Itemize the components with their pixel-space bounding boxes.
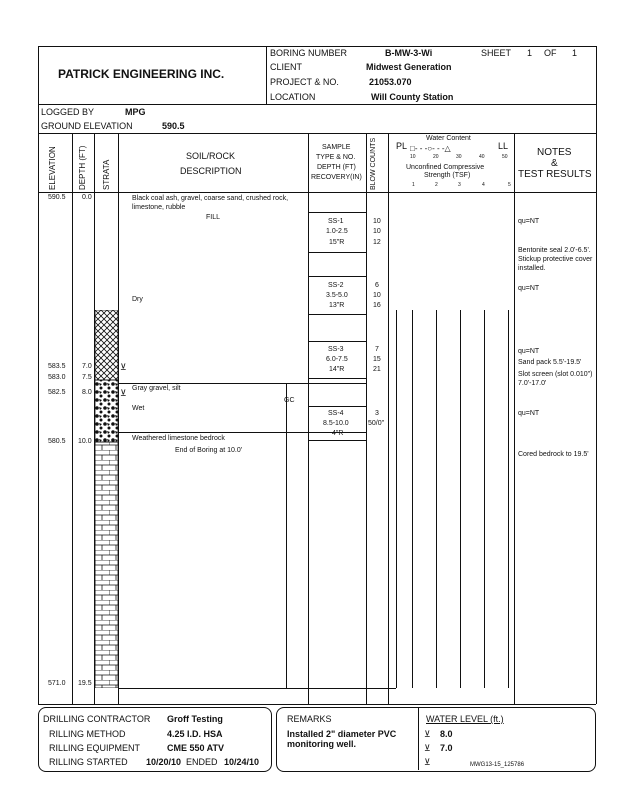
note: qu=NT bbox=[518, 285, 540, 292]
blow-count: 3 bbox=[375, 410, 379, 417]
ground-elevation-value: 590.5 bbox=[162, 121, 185, 131]
water-level-icon: ⊻ bbox=[424, 729, 431, 739]
client-value: Midwest Generation bbox=[366, 62, 452, 72]
frame-bottom bbox=[38, 704, 596, 705]
blow-count: 10 bbox=[373, 292, 381, 299]
ucs-tick: 3 bbox=[458, 182, 461, 188]
pl-symbol: □- - -○- - -△ bbox=[410, 144, 451, 153]
project-value: 21053.070 bbox=[369, 77, 412, 87]
column-header-bottom bbox=[38, 192, 596, 193]
chart-grid-line bbox=[460, 310, 461, 688]
sheet-total: 1 bbox=[572, 48, 578, 58]
remarks-divider bbox=[418, 708, 419, 770]
col-line-blow bbox=[388, 133, 389, 704]
sample-header-2: TYPE & NO. bbox=[316, 154, 356, 161]
equipment-value: CME 550 ATV bbox=[167, 743, 225, 753]
strata-boundary bbox=[118, 383, 366, 384]
elev-value: 583.0 bbox=[48, 374, 66, 381]
elev-value: 583.5 bbox=[48, 363, 66, 370]
water-level-icon: ⊻ bbox=[424, 757, 431, 767]
water-level-icon: ⊻ bbox=[424, 743, 431, 753]
strata-log bbox=[95, 310, 118, 688]
logged-bottom-line bbox=[38, 133, 596, 134]
fill-label: FILL bbox=[206, 214, 221, 221]
notes-header-3: TEST RESULTS bbox=[518, 169, 592, 180]
company-name: PATRICK ENGINEERING INC. bbox=[58, 67, 225, 81]
ended-label: ENDED bbox=[186, 757, 218, 767]
client-label: CLIENT bbox=[270, 62, 303, 72]
sample-box-line bbox=[308, 276, 366, 277]
ucs-label-1: Unconfined Compressive bbox=[406, 164, 485, 171]
ll-label: LL bbox=[498, 141, 509, 151]
project-label: PROJECT & NO. bbox=[270, 77, 339, 87]
document-id: MWG13-15_125786 bbox=[470, 762, 525, 768]
sample-depth: 6.0-7.5 bbox=[326, 356, 348, 363]
sample-depth: 1.0-2.5 bbox=[326, 228, 348, 235]
col-line-sample bbox=[366, 133, 367, 704]
notes-header-1: NOTES bbox=[537, 147, 572, 158]
boring-number-label: BORING NUMBER bbox=[270, 48, 348, 58]
log-bottom-line bbox=[118, 688, 396, 689]
depth-value: 8.0 bbox=[82, 389, 92, 396]
boring-number: B-MW-3-Wi bbox=[385, 48, 433, 58]
col-line-chart bbox=[514, 133, 515, 704]
blow-count: 15 bbox=[373, 356, 381, 363]
blow-counts-header: BLOW COUNTS bbox=[370, 137, 377, 190]
depth-value: 0.0 bbox=[82, 194, 92, 201]
blow-count: 12 bbox=[373, 239, 381, 246]
blow-count: 7 bbox=[375, 346, 379, 353]
frame-top bbox=[38, 46, 596, 47]
strata-gravel bbox=[95, 380, 118, 442]
sample-box-line bbox=[308, 212, 366, 213]
sample-recovery: 15"R bbox=[329, 239, 345, 246]
elevation-header: ELEVATION bbox=[48, 146, 57, 190]
depth-value: 7.0 bbox=[82, 363, 92, 370]
col-line-desc bbox=[308, 133, 309, 704]
sample-recovery: 13"R bbox=[329, 302, 345, 309]
depth-value: 7.5 bbox=[82, 374, 92, 381]
ucs-tick: 1 bbox=[412, 182, 415, 188]
sample-box-line bbox=[308, 314, 366, 315]
depth-header: DEPTH (FT) bbox=[78, 145, 87, 190]
sample-id: SS-4 bbox=[328, 410, 344, 417]
method-value: 4.25 I.D. HSA bbox=[167, 729, 223, 739]
wc-tick: 30 bbox=[456, 154, 462, 160]
ucs-tick: 2 bbox=[435, 182, 438, 188]
chart-grid-line bbox=[436, 310, 437, 688]
wc-tick: 50 bbox=[502, 154, 508, 160]
header-bottom-line bbox=[38, 104, 596, 105]
started-value: 10/20/10 bbox=[146, 757, 182, 767]
wc-tick: 10 bbox=[410, 154, 416, 160]
gravel-description: Gray gravel, silt bbox=[132, 385, 181, 392]
depth-value: 19.5 bbox=[78, 680, 92, 687]
blow-count: 21 bbox=[373, 366, 381, 373]
ucs-tick: 5 bbox=[508, 182, 511, 188]
chart-grid-line bbox=[508, 310, 509, 688]
note: Sand pack 5.5'-19.5' bbox=[518, 359, 582, 366]
elev-value: 571.0 bbox=[48, 680, 66, 687]
depth-value: 10.0 bbox=[78, 438, 92, 445]
elev-value: 580.5 bbox=[48, 438, 66, 445]
logged-by-label: LOGGED BY bbox=[41, 107, 95, 117]
remarks-label: REMARKS bbox=[287, 714, 332, 724]
bedrock-description: Weathered limestone bedrock bbox=[132, 435, 225, 442]
sheet-label: SHEET bbox=[481, 48, 512, 58]
ucs-tick: 4 bbox=[482, 182, 485, 188]
blow-count: 10 bbox=[373, 228, 381, 235]
sample-box-line bbox=[308, 378, 366, 379]
sample-box-line bbox=[308, 341, 366, 342]
sample-depth: 3.5-5.0 bbox=[326, 292, 348, 299]
sample-recovery: 14"R bbox=[329, 366, 345, 373]
logged-by-value: MPG bbox=[125, 107, 146, 117]
well-casing bbox=[286, 383, 287, 688]
sample-header-4: RECOVERY(IN) bbox=[311, 174, 362, 181]
dry-label: Dry bbox=[132, 296, 143, 303]
well-casing bbox=[412, 310, 413, 688]
equipment-label: RILLING EQUIPMENT bbox=[49, 743, 141, 753]
note: qu=NT bbox=[518, 410, 540, 417]
started-label: RILLING STARTED bbox=[49, 757, 128, 767]
water-table-icon: ⊻ bbox=[120, 388, 127, 398]
chart-grid-line bbox=[484, 310, 485, 688]
pl-label: PL bbox=[396, 141, 408, 151]
method-label: RILLING METHOD bbox=[49, 729, 126, 739]
note: qu=NT bbox=[518, 218, 540, 225]
soil-header-2: DESCRIPTION bbox=[180, 166, 242, 176]
elev-value: 582.5 bbox=[48, 389, 66, 396]
water-table-icon: ⊻ bbox=[120, 362, 127, 372]
end-of-boring: End of Boring at 10.0' bbox=[175, 447, 243, 454]
well-casing bbox=[396, 310, 397, 688]
blow-count: 10 bbox=[373, 218, 381, 225]
soil-header-1: SOIL/ROCK bbox=[186, 151, 236, 161]
strata-header: STRATA bbox=[102, 159, 111, 190]
note: Bentonite seal 2.0'-6.5'. Stickup protective cover installed. bbox=[518, 247, 593, 272]
note: Slot screen (slot 0.010") 7.0'-17.0' bbox=[518, 371, 593, 387]
frame-left bbox=[38, 46, 39, 704]
wc-tick: 40 bbox=[479, 154, 485, 160]
sheet-number: 1 bbox=[527, 48, 533, 58]
sample-header-1: SAMPLE bbox=[322, 144, 351, 151]
fill-description: Black coal ash, gravel, coarse sand, crushed rock, limestone, rubble bbox=[132, 195, 289, 211]
strata-limestone bbox=[95, 442, 118, 688]
location-label: LOCATION bbox=[270, 92, 316, 102]
sample-box-line bbox=[308, 406, 366, 407]
sample-depth: 8.5-10.0 bbox=[323, 420, 349, 427]
wet-label: Wet bbox=[132, 405, 145, 412]
ended-value: 10/24/10 bbox=[224, 757, 260, 767]
ground-elevation-label: GROUND ELEVATION bbox=[41, 121, 133, 131]
note: qu=NT bbox=[518, 348, 540, 355]
remarks-value: Installed 2" diameter PVC monitoring well. bbox=[287, 729, 397, 749]
wc-tick: 20 bbox=[433, 154, 439, 160]
water-content-label: Water Content bbox=[426, 135, 471, 142]
sample-id: SS-1 bbox=[328, 218, 344, 225]
strata-fill-hatch bbox=[95, 310, 118, 380]
sample-id: SS-3 bbox=[328, 346, 344, 353]
contractor-value: Groff Testing bbox=[167, 714, 223, 724]
ucs-label-2: Strength (TSF) bbox=[424, 172, 471, 179]
blow-count: 50/0" bbox=[368, 420, 385, 427]
col-line-strata bbox=[118, 133, 119, 704]
elev-value: 590.5 bbox=[48, 194, 66, 201]
sample-recovery: 4"R bbox=[332, 430, 344, 437]
note: Cored bedrock to 19.5' bbox=[518, 451, 589, 458]
strata-boundary bbox=[118, 432, 366, 433]
sample-box-line bbox=[308, 252, 366, 253]
sample-header-3: DEPTH (FT) bbox=[317, 164, 356, 171]
water-level-2: 7.0 bbox=[440, 743, 453, 753]
sheet-of: OF bbox=[544, 48, 557, 58]
gc-label: GC bbox=[284, 397, 295, 404]
contractor-label: DRILLING CONTRACTOR bbox=[43, 714, 151, 724]
blow-count: 16 bbox=[373, 302, 381, 309]
notes-header-2: & bbox=[551, 158, 558, 169]
location-value: Will County Station bbox=[371, 92, 454, 102]
sample-box-line bbox=[308, 440, 366, 441]
water-level-label: WATER LEVEL (ft.) bbox=[426, 714, 504, 724]
blow-count: 6 bbox=[375, 282, 379, 289]
sample-id: SS-2 bbox=[328, 282, 344, 289]
header-divider bbox=[266, 46, 267, 104]
water-level-1: 8.0 bbox=[440, 729, 453, 739]
frame-right bbox=[596, 46, 597, 704]
col-line-elev bbox=[72, 133, 73, 704]
